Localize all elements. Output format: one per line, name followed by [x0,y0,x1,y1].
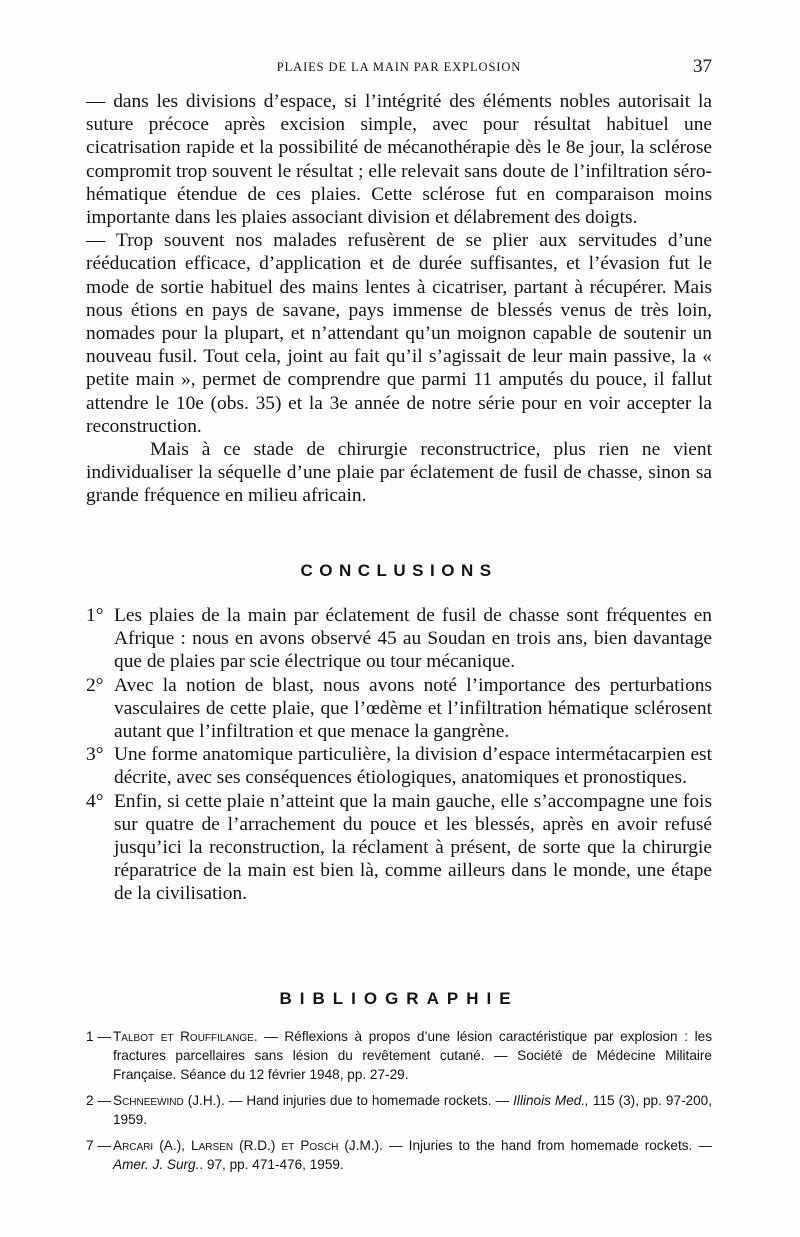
conclusion-item [86,674,712,744]
bibliography-entry [86,1091,712,1129]
conclusion-text: Avec la notion de blast, nous avons noté l’importance des perturbations vasculaires de cette plaie, que l’œdème et l’infiltration hématique sclérosent autant que l’infiltration et que menace la gangrène. [114,674,712,743]
bibliography-authors: Arcari (A.), Larsen (R.D.) et Posch (J.M.). [113,1138,383,1153]
conclusions-heading: CONCLUSIONS [300,561,498,580]
bibliography-details: — Réflexions à propos d’une lésion caractéristique par explosion : les fractures parcellaires sans lésion du revêtement cutané. — Société de Médecine Militaire Française. Séance du 12 février 1948, pp. 27-29. [113,1029,712,1082]
bibliography-title: — Hand injuries due to homemade rockets. — [224,1093,514,1108]
running-header [86,56,712,78]
conclusion-item [86,790,712,906]
bibliography-details: . 97, pp. 471-476, 1959. [199,1157,344,1172]
bibliography-list [86,1027,712,1181]
paragraph-chirurgie-reconstructrice: Mais à ce stade de chirurgie reconstructrice, plus rien ne vient individualiser la séquelle d’une plaie par éclatement de fusil de chasse, sinon sa grande fréquence en milieu africain. [86,439,712,507]
bibliography-journal: Illinois Med., [513,1093,589,1108]
conclusion-text: Enfin, si cette plaie n’atteint que la main gauche, elle s’accompagne une fois sur quatre de l’arrachement du pouce et les blessés, après en avoir refusé jusqu’ici la reconstruction, la réclament à présent, de sorte que la chirurgie réparatrice de la main est bien là, comme ailleurs dans le monde, une étape de la civilisation. [114,790,712,905]
conclusion-item [86,604,712,674]
bibliography-authors: Talbot et Rouffilange. [113,1029,258,1044]
conclusion-item [86,743,712,789]
conclusion-number: 1° [86,605,104,626]
paragraph-division-espace: — dans les divisions d’espace, si l’intégrité des éléments nobles autorisait la suture précoce après excision simple, avec pour résultat habituel une cicatrisation rapide et la possibilité de mécanothérapie dès le 8e jour, la sclérose compromit trop souvent le résultat ; elle relevait sans doute de l’infiltration séro-hématique étendue de ces plaies. Cette sclérose fut en comparaison moins importante dans les plaies associant division et délabrement des doigts. [86,91,712,229]
running-title: PLAIES DE LA MAIN PAR EXPLOSION [276,60,522,74]
bibliography-number: 2 — [86,1093,111,1108]
body-text [86,90,712,508]
bibliography-number: 1 — [86,1029,111,1044]
bibliography-entry [86,1136,712,1174]
paragraph-reeducation: — Trop souvent nos malades refusèrent de se plier aux servitudes d’une rééducation efficace, d’application et de durée suffisantes, et l’évasion fut le mode de sortie habituel des mains lentes à cicatriser, partant à récupérer. Mais nous étions en pays de savane, pays immense de blessés venus de très loin, nomades pour la plupart, et n’attendant qu’un moignon capable de soutenir un nouveau fusil. Tout cela, joint au fait qu’il s’agissait de leur main passive, la « petite main », permet de comprendre que parmi 11 amputés du pouce, il fallut attendre le 10e (obs. 35) et la 3e année de notre série pour en voir accepter la reconstruction. [86,230,712,437]
bibliography-title: — Injuries to the hand from homemade rockets. — [382,1138,712,1153]
conclusion-text: Une forme anatomique particulière, la division d’espace intermétacarpien est décrite, avec ses conséquences étiologiques, anatomiques et pronostiques. [114,744,712,789]
conclusion-number: 3° [86,744,104,766]
bibliography-entry [86,1027,712,1084]
bibliography-number: 7 — [86,1138,111,1153]
page-number: 37 [693,56,712,77]
conclusion-number: 2° [86,674,104,696]
conclusion-text: Les plaies de la main par éclatement de fusil de chasse sont fréquentes en Afrique : nous en avons observé 45 au Soudan en trois ans, bien davantage que de plaies par scie électrique ou tour mécanique. [114,605,712,673]
bibliography-journal: Amer. J. Surg. [113,1157,200,1172]
conclusions-list [86,604,712,906]
bibliography-authors: Schneewind (J.H.). [113,1093,225,1108]
bibliography-details: 115 (3), pp. 97-200, 1959. [113,1093,712,1127]
conclusion-number: 4° [86,790,104,812]
bibliography-heading: BIBLIOGRAPHIE [279,989,519,1008]
